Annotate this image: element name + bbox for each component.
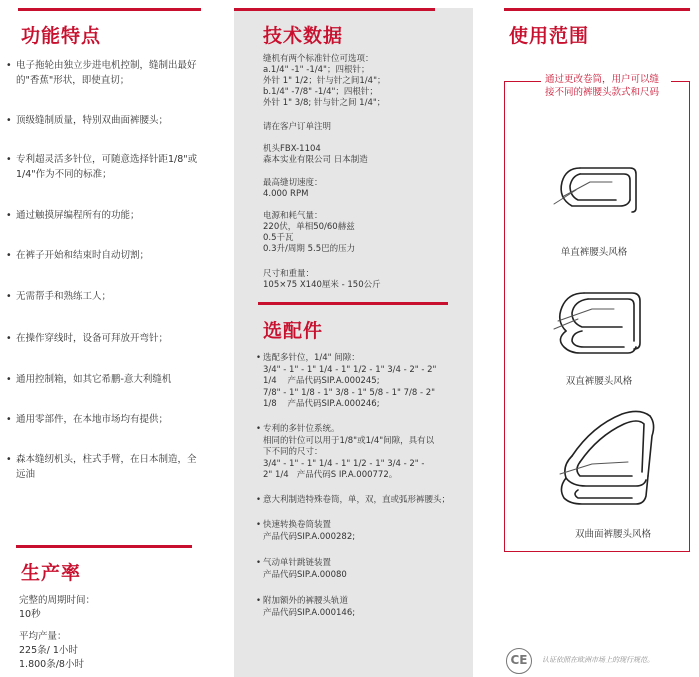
style-label-double-straight: 双直裤腰头风格 <box>565 376 633 387</box>
average-output-hourly: 225条/ 1小时 <box>19 645 78 656</box>
scope-title: 使用范围 <box>509 25 590 47</box>
dimensions-weight: 尺寸和重量： 105×75 X140厘米 - 150公斤 <box>263 269 381 290</box>
cycle-time-value: 10秒 <box>19 609 41 620</box>
options-top-rule <box>258 302 448 305</box>
feature-item: • 森本缝纫机头，柱式手臂，在日本制造，全远油 <box>6 454 197 480</box>
feature-item: • 电子拖轮由独立步进电机控制，缝制出最好的"香蕉"形状，即使直切； <box>6 60 197 86</box>
feature-item: • 顶级缝制质量，特别双曲面裤腰头； <box>6 115 169 126</box>
style-label-single-straight: 单直裤腰头风格 <box>560 247 628 258</box>
features-title: 功能特点 <box>21 25 102 47</box>
feature-item: • 通过触摸屏编程所有的功能； <box>6 210 140 221</box>
cycle-time-label: 完整的周期时间： <box>19 595 96 606</box>
order-note: 请在客户订单注明 <box>263 122 332 132</box>
power-air: 电源和耗气量： 220伏，单相50/60赫兹 0.5千瓦 0.3升/周期 5.5巴的压力 <box>263 211 356 254</box>
ce-note: 认证依照在欧洲市场上的现行规范。 <box>542 656 654 664</box>
needle-positions: 缝机有两个标准针位可选项： a.1/4" -1" -1/4"；四根针； 外针 1" 1/2；针与针之间1/4"； b.1/4" -7/8" -1/4"；四根针； 外针 1" 3/8; 针与针之间 1/4"； <box>263 54 386 108</box>
productivity-title: 生产率 <box>21 562 82 584</box>
single-straight-waistband-illustration <box>550 160 640 220</box>
style-label-double-curved: 双曲面裤腰头风格 <box>574 529 651 540</box>
scope-top-rule <box>504 8 690 11</box>
option-item: • 气动单针跳链装置 产品代码SIP.A.00080 <box>256 558 347 580</box>
tech-title: 技术数据 <box>263 25 344 47</box>
machine-head: 机头FBX-1104 森本实业有限公司 日本制造 <box>263 144 368 165</box>
average-output <box>19 630 84 672</box>
feature-item: • 无需帮手和熟练工人； <box>6 291 112 302</box>
cycle-time <box>19 594 95 622</box>
option-item: • 专利的多针位系统。 相同的针位可以用于1/8"或1/4"间隙，具有以 下不同的尺寸： 3/4" - 1" - 1" 1/4 - 1" 1/2 - 1" 3/4 - 2" - 2" 1/4 产品代码S IP.A.000772。 <box>256 424 435 480</box>
scope-intro: 通过更改卷筒，用户可以缝接不同的裤腰头款式和尺码 <box>541 74 671 99</box>
feature-item: • 在裤子开始和结束时自动切割； <box>6 250 150 261</box>
tech-top-rule <box>234 8 435 11</box>
double-curved-waistband-illustration <box>552 406 662 511</box>
feature-item: • 通用零部件，在本地市场均有提供； <box>6 414 169 425</box>
option-item: • 选配多针位，1/4" 间隙： 3/4" - 1" - 1" 1/4 - 1" 1/2 - 1" 3/4 - 2" - 2" 1/4 产品代码SIP.A.000245; 7/8" - 1" 1/8 - 1" 3/8 - 1" 5/8 - 1" 7/8 - 2" 1/8 产品代码SIP.A.000246; <box>256 353 437 409</box>
options-title: 选配件 <box>263 320 324 342</box>
max-speed: 最高缝切速度： 4.000 RPM <box>263 178 323 199</box>
average-output-label: 平均产量： <box>19 631 67 642</box>
average-output-shift: 1.800条/8小时 <box>19 659 84 670</box>
feature-item: • 专利超灵活多针位，可随意选择针距1/8"或1/4"作为不同的标准； <box>6 154 198 180</box>
feature-item: • 在操作穿线时，设备可拜放开弯针； <box>6 333 169 344</box>
option-item: • 附加额外的裤腰头轨道 产品代码SIP.A.000146; <box>256 596 356 618</box>
features-top-rule <box>18 8 201 11</box>
productivity-top-rule <box>16 545 192 548</box>
feature-item: • 通用控制箱，如其它希鹏-意大利缝机 <box>6 374 172 385</box>
option-item: • 意大利制造特殊卷筒，单，双，直或弧形裤腰头； <box>256 495 451 505</box>
ce-mark-icon: CE <box>506 648 532 674</box>
option-item: • 快速转换卷筒装置 产品代码SIP.A.000282; <box>256 520 356 542</box>
double-straight-waistband-illustration <box>548 285 648 360</box>
